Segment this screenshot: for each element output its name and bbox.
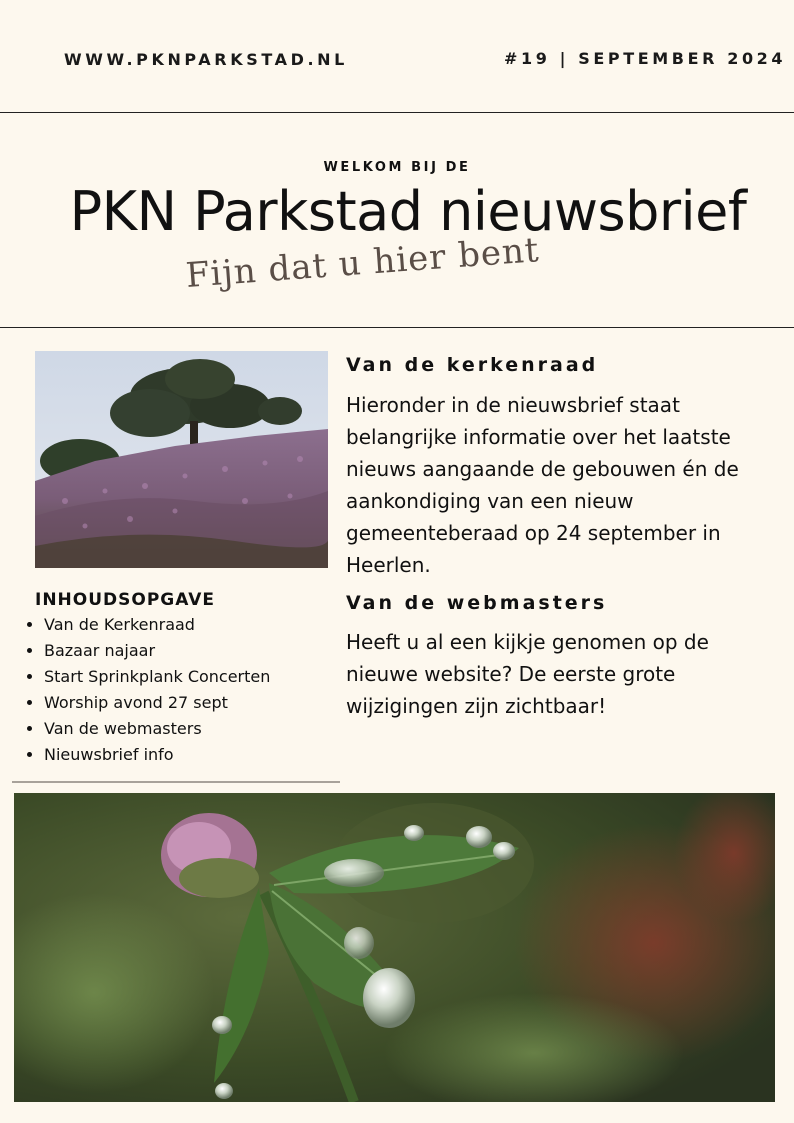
webmasters-heading: Van de webmasters (346, 592, 608, 614)
webmasters-text: Heeft u al een kijkje genomen op de nieuwe website? De eerste grote wijzigingen zijn zichtbaar! (346, 630, 709, 718)
toc-divider (12, 781, 340, 783)
hero-divider (0, 327, 794, 328)
welcome-text: WELKOM BIJ DE (323, 160, 471, 175)
toc-item[interactable]: • Van de Kerkenraad (44, 612, 270, 638)
clover-dew-photo (14, 793, 775, 1102)
toc-title: INHOUDSOPGAVE (35, 590, 216, 610)
newsletter-title: PKN Parkstad nieuwsbrief (69, 180, 747, 243)
toc-item[interactable]: • Worship avond 27 sept (44, 690, 270, 716)
toc-item[interactable]: • Nieuwsbrief info (44, 742, 270, 768)
newsletter-subtitle: Fijn dat u hier bent (184, 230, 541, 296)
heather-tree-photo (35, 351, 328, 568)
issue-label: #19 | SEPTEMBER 2024 (504, 49, 787, 68)
kerkenraad-text: Hieronder in de nieuwsbrief staat belangrijke informatie over het laatste nieuws aangaande de gebouwen én de aankondiging van een nieuw gemeenteberaad op 24 september in Heerlen. (346, 393, 739, 577)
toc-list (20, 612, 270, 768)
heather-landscape-image (35, 351, 328, 568)
website-url[interactable]: WWW.PKNPARKSTAD.NL (64, 50, 348, 69)
toc-item[interactable]: • Van de webmasters (44, 716, 270, 742)
toc-item[interactable]: • Start Sprinkplank Concerten (44, 664, 270, 690)
toc-item[interactable]: • Bazaar najaar (44, 638, 270, 664)
kerkenraad-heading: Van de kerkenraad (346, 354, 599, 376)
header-divider (0, 112, 794, 113)
clover-raindrops-image (14, 793, 775, 1102)
